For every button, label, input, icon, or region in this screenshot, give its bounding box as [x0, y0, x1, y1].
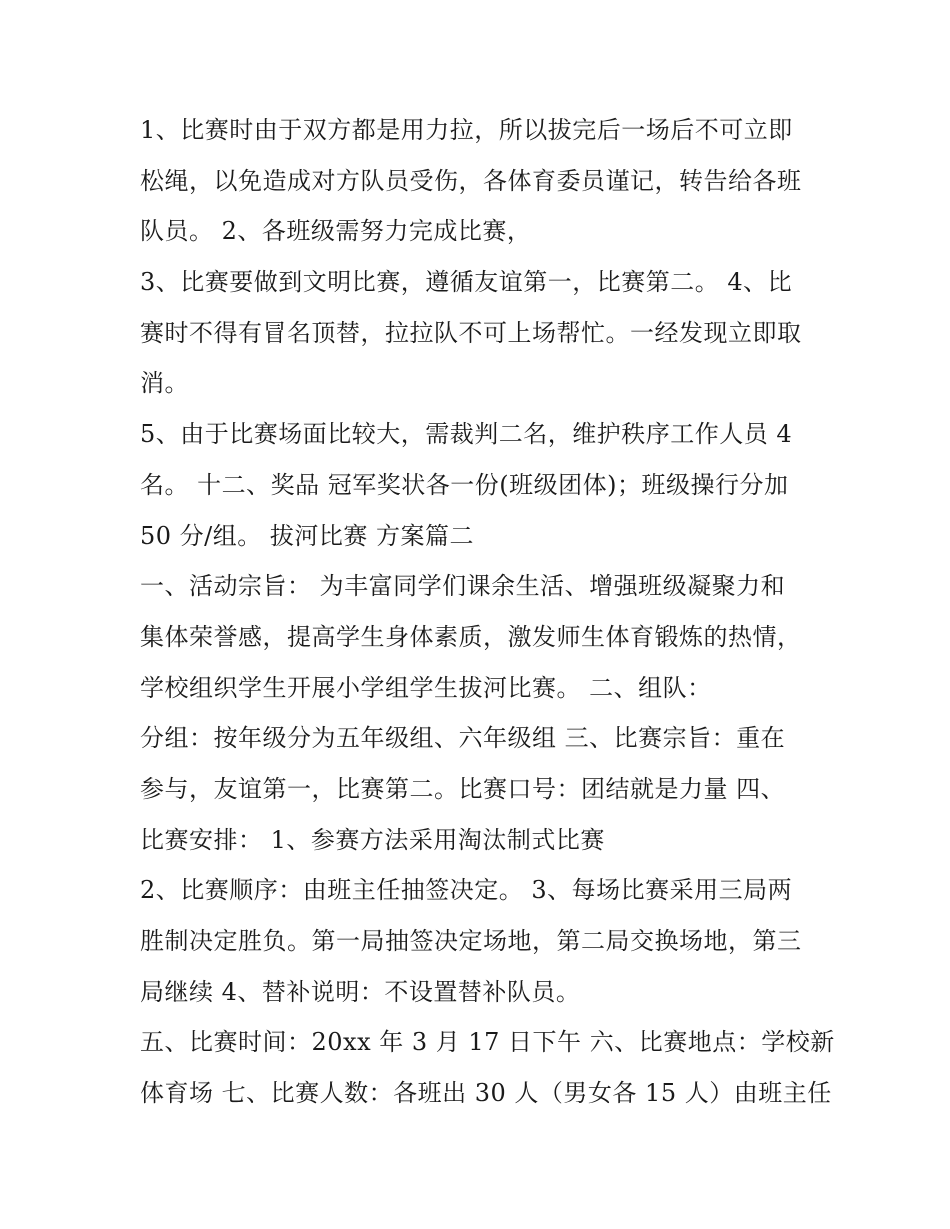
text-line: 比赛安排： 1、参赛方法采用淘汰制式比赛 [140, 825, 605, 854]
text-line: 体育场 七、比赛人数：各班出 30 人（男女各 15 人）由班主任 [140, 1079, 832, 1108]
text-line: 胜制决定胜负。第一局抽签决定场地，第二局交换场地，第三 [140, 927, 802, 955]
text-line: 名。 十二、奖品 冠军奖状各一份(班级团体)；班级操行分加 [140, 470, 789, 499]
text-line: 参与，友谊第一，比赛第二。比赛口号：团结就是力量 四、 [140, 774, 786, 803]
text-line: 3、比赛要做到文明比赛，遵循友谊第一，比赛第二。 4、比 [140, 268, 793, 297]
text-line: 五、比赛时间：20xx 年 3 月 17 日下午 六、比赛地点：学校新 [140, 1028, 835, 1057]
text-line: 学校组织学生开展小学组学生拔河比赛。 二、组队： [140, 673, 712, 702]
text-line: 1、比赛时由于双方都是用力拉，所以拔完后一场后不可立即 [140, 116, 793, 144]
text-line: 队员。 2、各班级需努力完成比赛， [140, 217, 532, 246]
text-line: 2、比赛顺序：由班主任抽签决定。 3、每场比赛采用三局两 [140, 876, 793, 905]
text-line: 局继续 4、替补说明：不设置替补队员。 [140, 977, 581, 1006]
text-line: 集体荣誉感，提高学生身体素质，激发师生体育锻炼的热情， [140, 622, 802, 651]
text-line: 松绳，以免造成对方队员受伤，各体育委员谨记，转告给各班 [140, 166, 802, 195]
text-line: 5、由于比赛场面比较大，需裁判二名，维护秩序工作人员 4 [140, 420, 793, 449]
text-line: 分组：按年级分为五年级组、六年级组 三、比赛宗旨：重在 [140, 724, 786, 753]
text-line: 消。 [140, 369, 189, 398]
document-body [140, 105, 835, 1119]
text-line: 赛时不得有冒名顶替，拉拉队不可上场帮忙。一经发现立即取 [140, 318, 802, 347]
text-line: 一、活动宗旨： 为丰富同学们课余生活、增强班级凝聚力和 [140, 572, 786, 601]
text-line: 50 分/组。 拔河比赛 方案篇二 [140, 521, 475, 550]
